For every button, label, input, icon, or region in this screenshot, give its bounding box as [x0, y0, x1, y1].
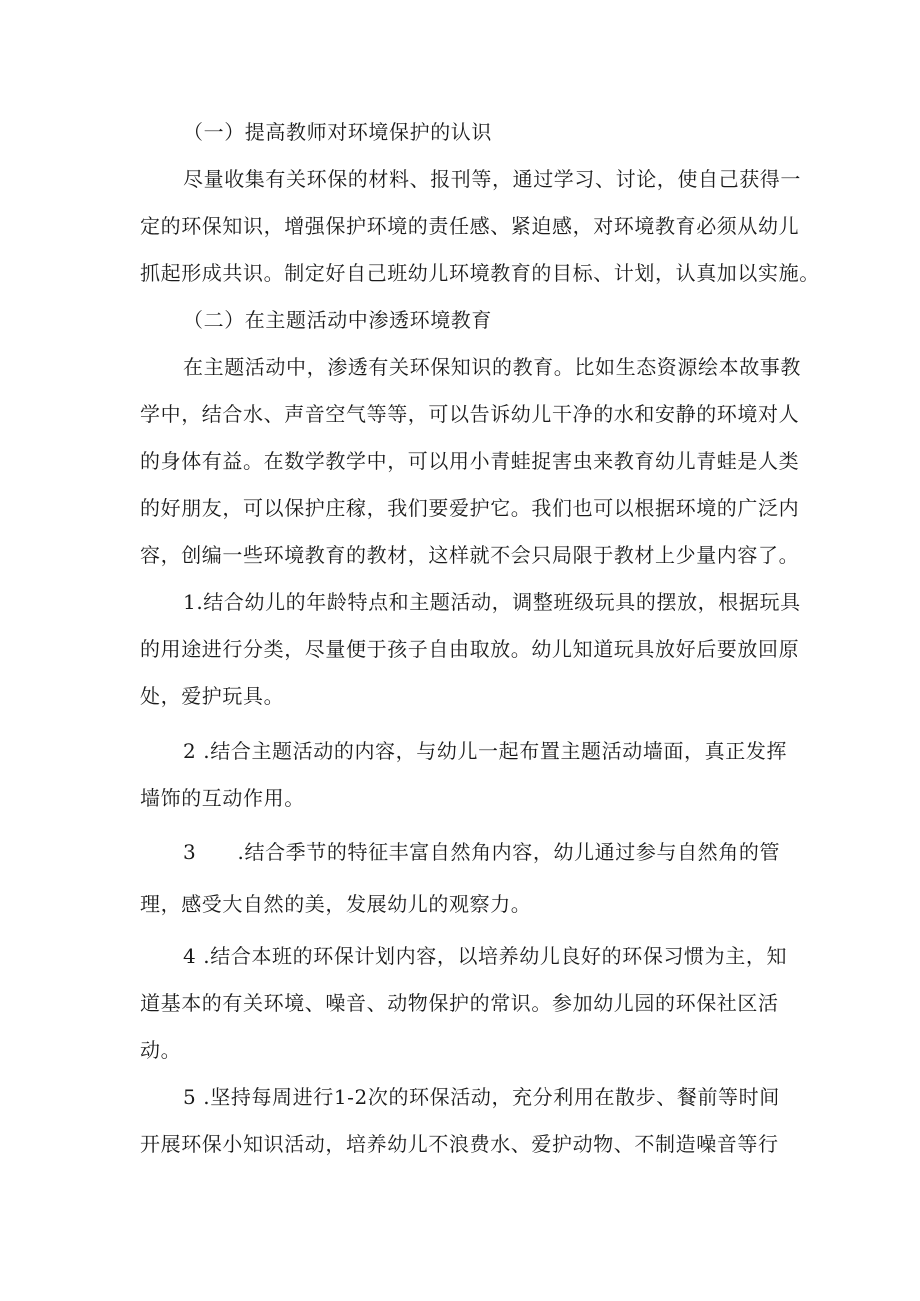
paragraph-line: 抓起形成共识。制定好自己班幼儿环境教育的目标、计划，认真加以实施。 [140, 261, 820, 285]
paragraph-line: 的身体有益。在数学教学中，可以用小青蛙捉害虫来教育幼儿青蛙是人类 [140, 449, 800, 473]
paragraph-line: 学中，结合水、声音空气等等，可以告诉幼儿干净的水和安静的环境对人 [140, 402, 800, 426]
list-item-1-line: 的用途进行分类，尽量便于孩子自由取放。幼儿知道玩具放好后要放回原 [140, 637, 800, 661]
paragraph-line: 定的环保知识，增强保护环境的责任感、紧迫感，对环境教育必须从幼儿 [140, 214, 800, 238]
list-item-1: 1.结合幼儿的年龄特点和主题活动，调整班级玩具的摆放，根据玩具 [183, 590, 801, 614]
list-item-2-line: 墙饰的互动作用。 [140, 786, 305, 810]
list-item-5-line: 开展环保小知识活动，培养幼儿不浪费水、爱护动物、不制造噪音等行 [140, 1132, 779, 1156]
list-item-4-line: 动。 [140, 1038, 182, 1062]
section-heading-2: （二）在主题活动中渗透环境教育 [183, 308, 492, 332]
list-item-2: 2 .结合主题活动的内容，与幼儿一起布置主题活动墙面，真正发挥 [183, 739, 788, 763]
paragraph-line: 在主题活动中，渗透有关环保知识的教育。比如生态资源绘本故事教 [183, 355, 801, 379]
paragraph-line: 容，创编一些环境教育的教材，这样就不会只局限于教材上少量内容了。 [140, 543, 800, 567]
paragraph-line: 的好朋友，可以保护庄稼，我们要爱护它。我们也可以根据环境的广泛内 [140, 496, 800, 520]
list-item-3-line: 理，感受大自然的美，发展幼儿的观察力。 [140, 892, 532, 916]
section-heading-1: （一）提高教师对环境保护的认识 [183, 120, 492, 144]
list-item-3: 3 .结合季节的特征丰富自然角内容，幼儿通过参与自然角的管 [183, 840, 781, 864]
list-item-1-line: 处，爱护玩具。 [140, 684, 285, 708]
paragraph-line: 尽量收集有关环保的材料、报刊等，通过学习、讨论，使自己获得一 [183, 167, 801, 191]
list-item-5: 5 .坚持每周进行1-2次的环保活动，充分利用在散步、餐前等时间 [183, 1085, 780, 1109]
list-item-4-line: 道基本的有关环境、噪音、动物保护的常识。参加幼儿园的环保社区活 [140, 991, 779, 1015]
list-item-4: 4 .结合本班的环保计划内容，以培养幼儿良好的环保习惯为主，知 [183, 944, 788, 968]
